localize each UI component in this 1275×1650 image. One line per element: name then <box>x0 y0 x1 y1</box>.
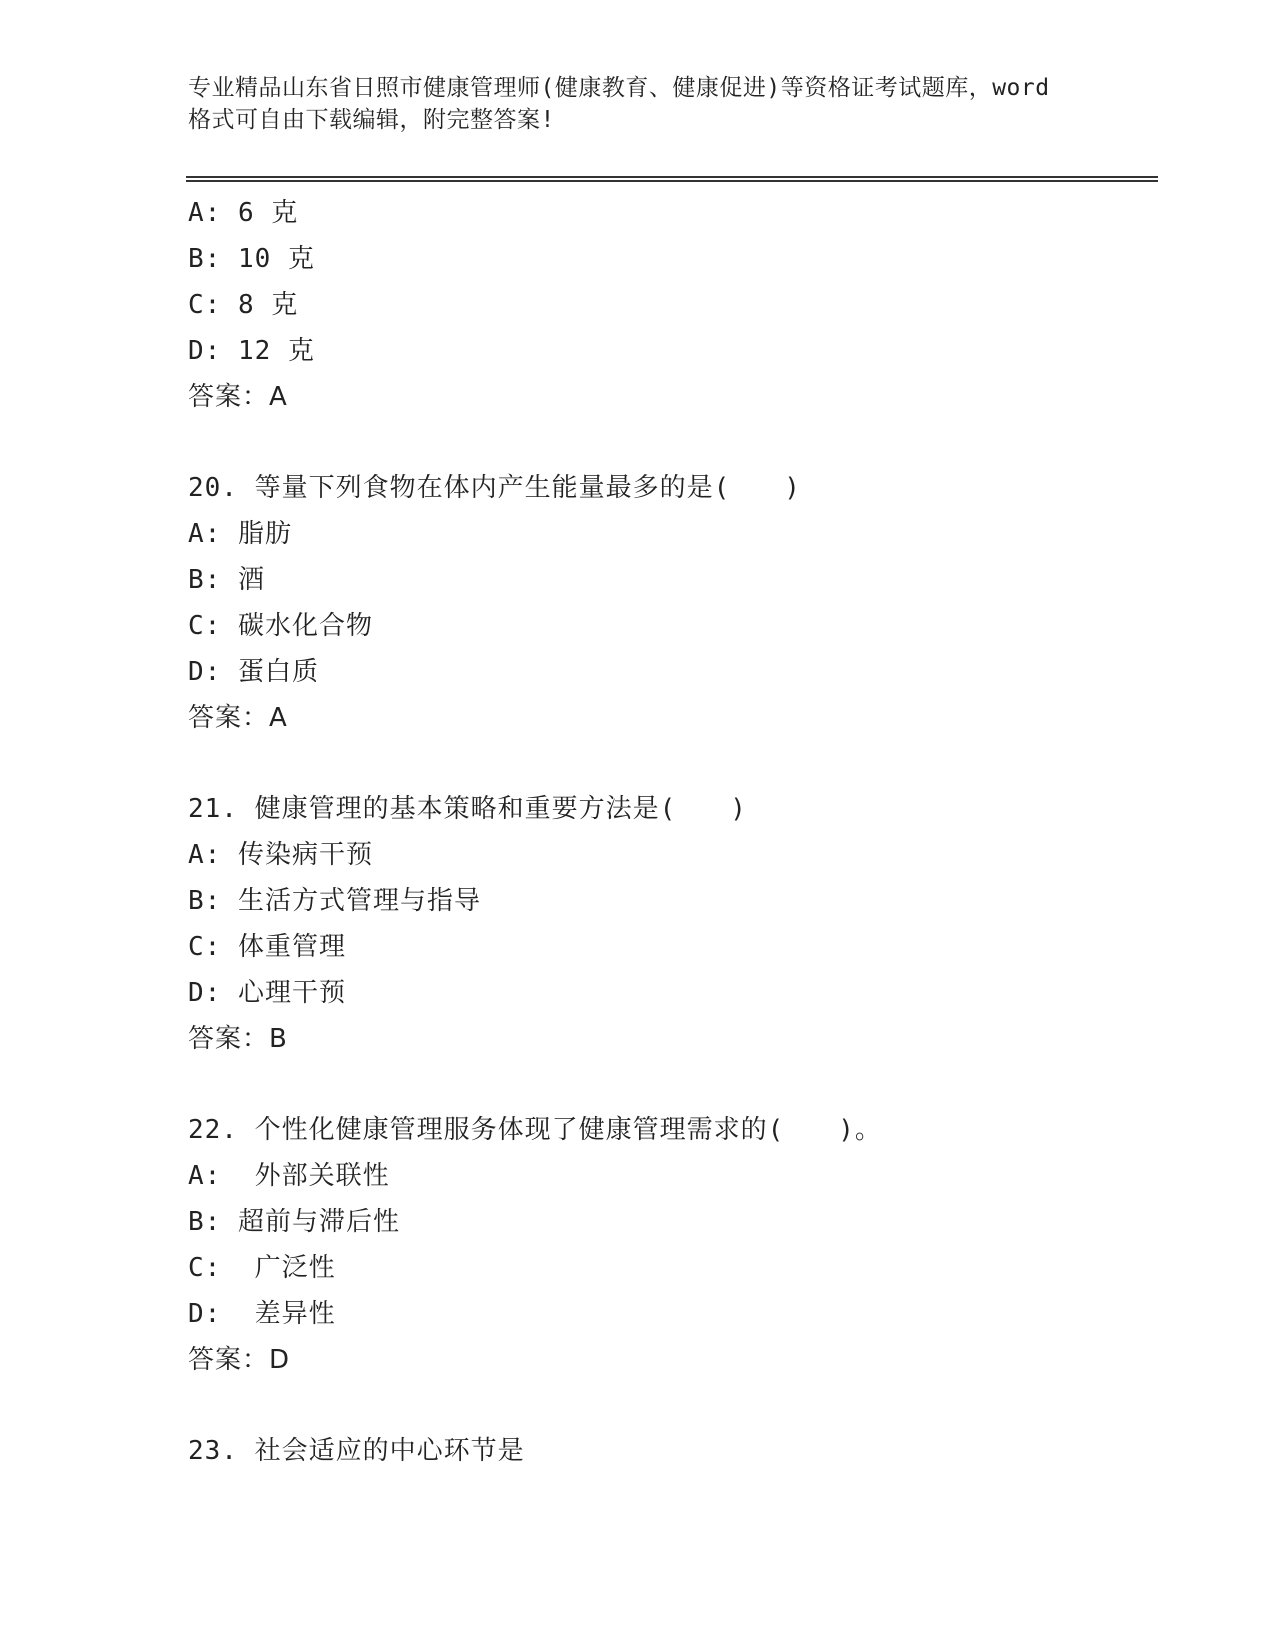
option-b: B: 10 克 <box>188 244 315 274</box>
header-divider <box>186 176 1158 181</box>
option-c: C: 碳水化合物 <box>188 611 373 641</box>
question-text: 20. 等量下列食物在体内产生能量最多的是( ) <box>188 473 801 503</box>
page-header <box>188 72 1088 136</box>
question-text: 22. 个性化健康管理服务体现了健康管理需求的( )。 <box>188 1115 882 1145</box>
option-c: C: 广泛性 <box>188 1253 336 1283</box>
option-c: C: 体重管理 <box>188 932 346 962</box>
option-d: D: 差异性 <box>188 1299 336 1329</box>
spacer <box>188 420 1148 465</box>
option-b: B: 生活方式管理与指导 <box>188 886 481 916</box>
option-a: A: 外部关联性 <box>188 1161 390 1191</box>
option-a: A: 6 克 <box>188 198 299 228</box>
option-b: B: 超前与滞后性 <box>188 1207 400 1237</box>
question-20-block <box>188 465 1148 741</box>
option-a: A: 传染病干预 <box>188 840 373 870</box>
header-line-1: 专业精品山东省日照市健康管理师(健康教育、健康促进)等资格证考试题库，word <box>188 75 1050 101</box>
option-d: D: 心理干预 <box>188 978 346 1008</box>
option-c: C: 8 克 <box>188 290 299 320</box>
question-text: 21. 健康管理的基本策略和重要方法是( ) <box>188 794 747 824</box>
question-19-block <box>188 190 1148 420</box>
option-b: B: 酒 <box>188 565 265 595</box>
option-d: D: 12 克 <box>188 336 315 366</box>
header-line-2: 格式可自由下载编辑，附完整答案! <box>188 107 555 133</box>
spacer <box>188 1383 1148 1428</box>
spacer <box>188 741 1148 786</box>
question-22-block <box>188 1107 1148 1383</box>
question-21-block <box>188 786 1148 1062</box>
option-d: D: 蛋白质 <box>188 657 319 687</box>
answer: 答案：A <box>188 382 288 412</box>
answer: 答案：B <box>188 1024 288 1054</box>
question-list <box>188 190 1148 1474</box>
option-a: A: 脂肪 <box>188 519 292 549</box>
question-23-block <box>188 1428 1148 1474</box>
spacer <box>188 1062 1148 1107</box>
answer: 答案：A <box>188 703 288 733</box>
question-text: 23. 社会适应的中心环节是 <box>188 1436 525 1466</box>
answer: 答案：D <box>188 1345 291 1375</box>
